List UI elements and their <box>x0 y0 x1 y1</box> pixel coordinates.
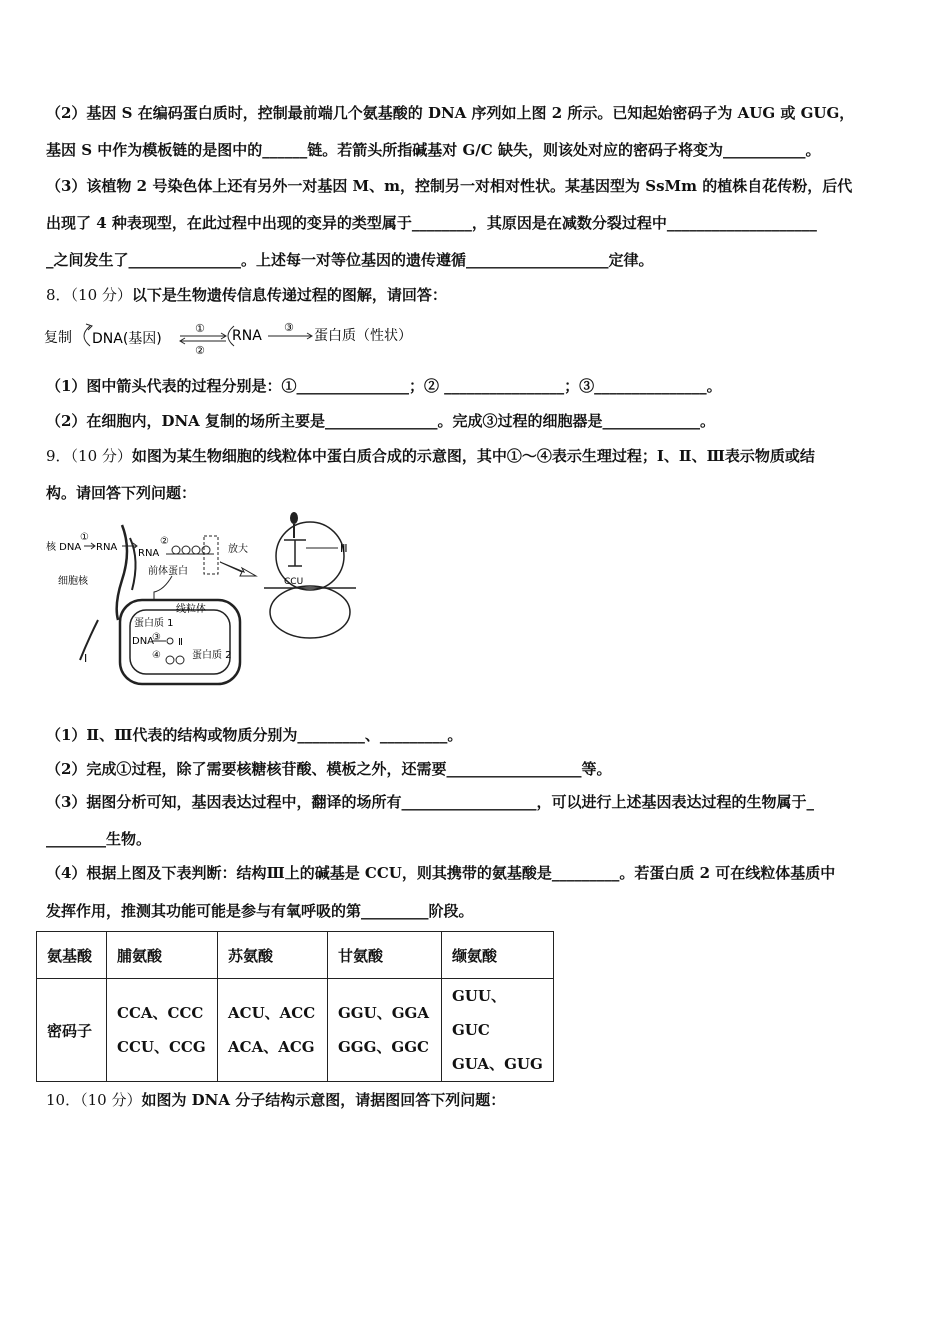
q7-part3-line2: 出现了 4 种表现型，在此过程中出现的变异的类型属于________，其原因是在减数分裂过程中____________________ <box>46 214 817 232</box>
enlarge-box <box>204 536 218 574</box>
fig-nucleus: 细胞核 <box>58 576 88 587</box>
table-cell <box>328 979 442 1082</box>
trna <box>284 540 306 566</box>
central-dogma-diagram <box>40 316 440 358</box>
q9-stem-text: 如图为某生物细胞的线粒体中蛋白质合成的示意图，其中①～④表示生理过程；Ⅰ、Ⅱ、Ⅲ表示物质或结 <box>131 447 815 465</box>
diagram-copy-label: 复制 <box>44 330 72 346</box>
codon-table-row <box>37 979 554 1082</box>
q8-stem <box>46 284 447 305</box>
codon-line: GGU、GGA <box>338 1004 429 1022</box>
fig-rna-2: RNA <box>138 548 160 559</box>
codon-line: GGG、GGC <box>338 1038 429 1056</box>
q9-part3-line2: ________生物。 <box>46 830 152 848</box>
table-header-cell: 甘氨酸 <box>328 932 442 979</box>
q8-part1: （1）图中箭头代表的过程分别是：①_______________；② ________________；③_______________。 <box>46 377 722 395</box>
q9-part4-line2: 发挥作用，推测其功能可能是参与有氧呼吸的第_________阶段。 <box>46 902 474 920</box>
codon-line: CCA、CCC <box>117 1004 204 1022</box>
codon-line: GUU、GUC <box>452 987 506 1039</box>
fig-ccu: CCU <box>284 577 304 587</box>
diagram-protein-label: 蛋白质（性状） <box>314 328 412 344</box>
codon-line: ACU、ACC <box>228 1004 316 1022</box>
fig-marker-2: ② <box>160 536 169 547</box>
fig-mito: 线粒体 <box>176 604 206 615</box>
fig-protein-1: 蛋白质 1 <box>134 618 174 629</box>
fig-dna: DNA <box>132 636 155 647</box>
q10-stem <box>46 1089 505 1110</box>
fig-nuclear-dna: 核 DNA <box>46 542 82 553</box>
diagram-marker-1: ① <box>195 322 205 335</box>
fig-marker-3: ③ <box>152 632 161 643</box>
codon-line: CCU、CCG <box>117 1038 206 1056</box>
q9-number: 9．（10 分） <box>46 447 132 465</box>
q9-part4-line1: （4）根据上图及下表判断：结构Ⅲ上的碱基是 CCU，则其携带的氨基酸是_________。若蛋白质 2 可在线粒体基质中 <box>46 864 836 882</box>
q7-part2-line1: （2）基因 S 在编码蛋白质时，控制最前端几个氨基酸的 DNA 序列如上图 2 所示。已知起始密码子为 AUG 或 GUG， <box>46 104 855 122</box>
ribosome-small-subunit <box>270 586 350 638</box>
mitochondria-protein-synthesis-figure <box>44 510 364 692</box>
q9-stem-line2: 构。请回答下列问题： <box>46 484 197 502</box>
codon-line: ACA、ACG <box>228 1038 315 1056</box>
diagram-rna-label: RNA <box>232 328 262 344</box>
q9-part1: （1）Ⅱ、Ⅲ代表的结构或物质分别为_________、_________。 <box>46 726 463 744</box>
diagram-marker-3: ③ <box>284 321 294 334</box>
table-cell <box>107 979 218 1082</box>
diagram-dna-label: DNA(基因) <box>92 331 162 347</box>
fig-protein-2: 蛋白质 2 <box>192 650 232 661</box>
codon-line: GUA、GUG <box>452 1055 543 1073</box>
q7-part3-line3: _之间发生了_______________。上述每一对等位基因的遗传遵循___________________定律。 <box>46 251 654 269</box>
q9-stem-line1 <box>46 445 815 466</box>
table-row-label: 密码子 <box>37 979 107 1082</box>
fig-precursor: 前体蛋白 <box>148 566 188 577</box>
fig-roman-2: Ⅱ <box>178 637 183 648</box>
fig-enlarge: 放大 <box>228 544 248 555</box>
table-header-cell: 缬氨酸 <box>442 932 554 979</box>
q10-number: 10．（10 分） <box>46 1091 142 1109</box>
codon-table-header-row <box>37 932 554 979</box>
table-header-cell: 氨基酸 <box>37 932 107 979</box>
q8-number: 8．（10 分） <box>46 286 132 304</box>
q9-part2: （2）完成①过程，除了需要核糖核苷酸、模板之外，还需要__________________等。 <box>46 760 612 778</box>
q10-stem-text: 如图为 DNA 分子结构示意图，请据图回答下列问题： <box>141 1091 506 1109</box>
q9-part3-line1: （3）据图分析可知，基因表达过程中，翻译的场所有__________________，可以进行上述基因表达过程的生物属于_ <box>46 793 814 811</box>
codon-table <box>36 931 554 1082</box>
enlarge-arrow-icon <box>220 562 256 576</box>
q7-part2-line2: 基因 S 中作为模板链的是图中的______链。若箭头所指碱基对 G/C 缺失，则该处对应的密码子将变为___________。 <box>46 141 821 159</box>
fig-marker-1: ① <box>80 532 89 543</box>
table-header-cell: 苏氨酸 <box>218 932 328 979</box>
q8-stem-text: 以下是生物遗传信息传递过程的图解，请回答： <box>131 286 447 304</box>
diagram-marker-2: ② <box>195 344 205 357</box>
q7-part3-line1: （3）该植物 2 号染色体上还有另外一对基因 M、m，控制另一对相对性状。某基因型为 SsMm 的植株自花传粉，后代 <box>46 177 853 195</box>
fig-roman-3: Ⅲ <box>340 542 348 555</box>
fig-rna-1: RNA <box>96 542 118 553</box>
table-cell <box>442 979 554 1082</box>
q8-part2: （2）在细胞内，DNA 复制的场所主要是_______________。完成③过程的细胞器是_____________。 <box>46 412 716 430</box>
fig-roman-1: Ⅰ <box>84 652 88 665</box>
table-header-cell: 脯氨酸 <box>107 932 218 979</box>
fig-marker-4: ④ <box>152 650 161 661</box>
table-cell <box>218 979 328 1082</box>
